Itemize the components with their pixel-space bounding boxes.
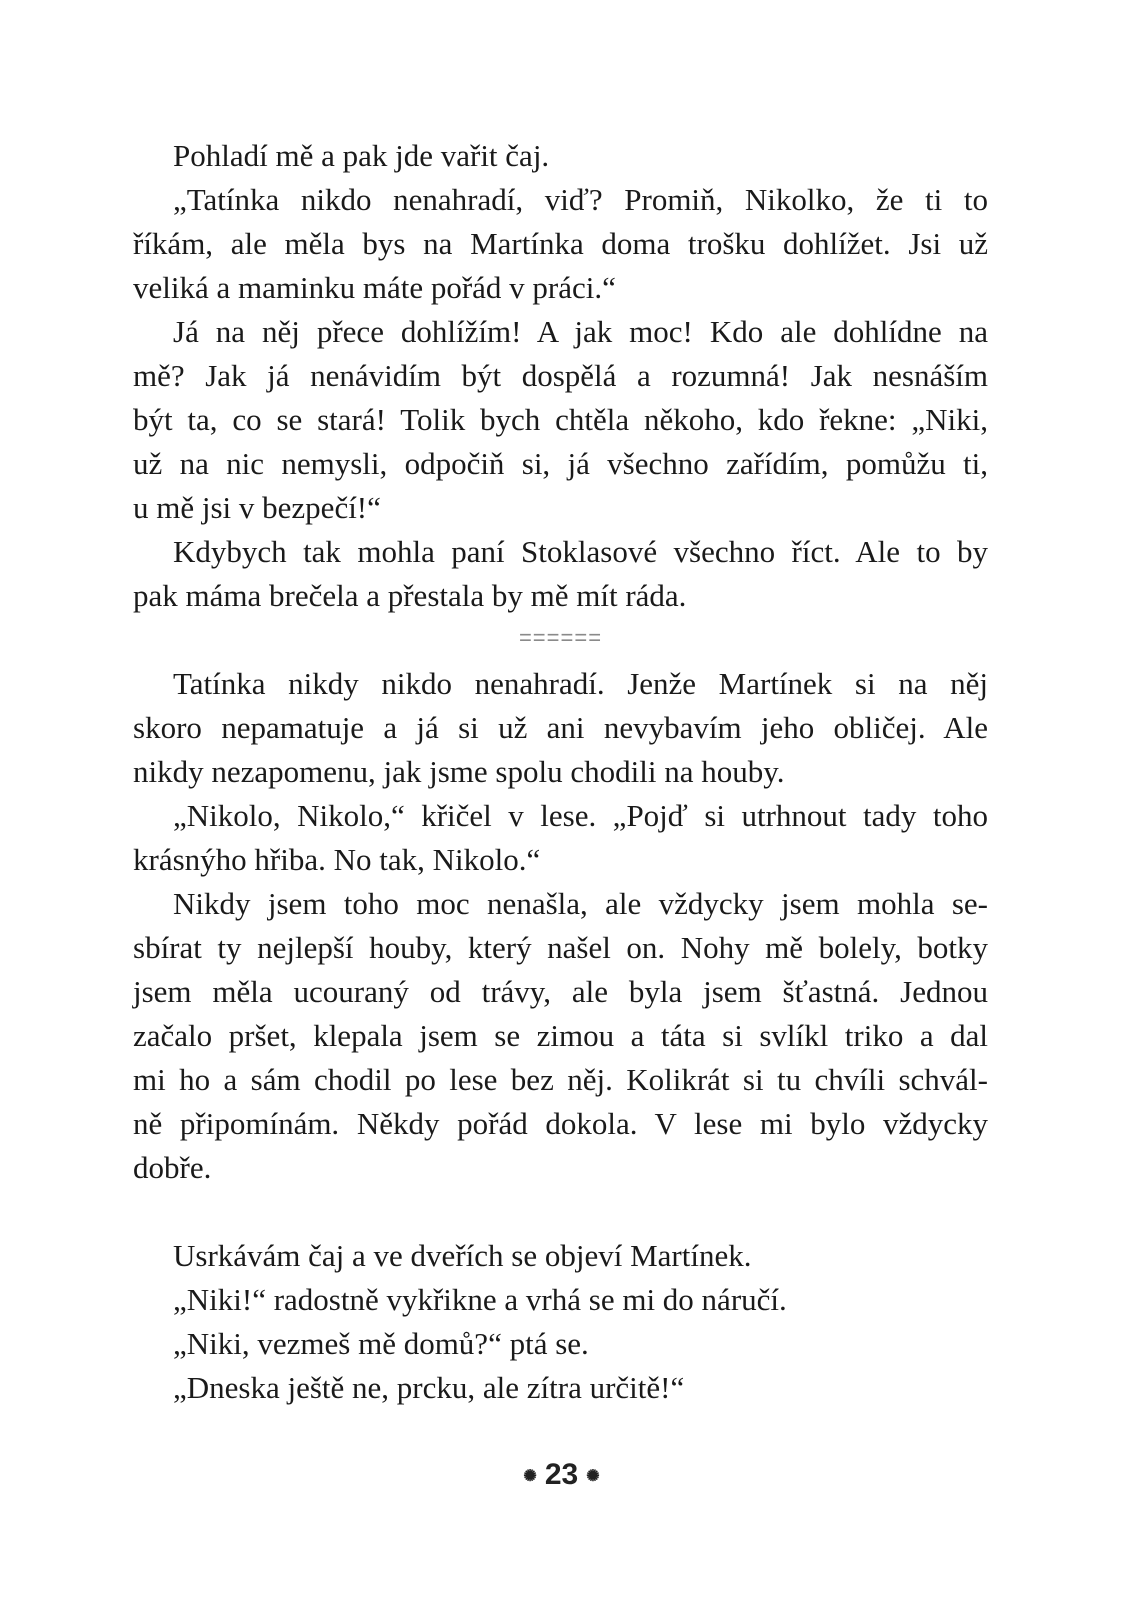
paragraph <box>133 1322 988 1366</box>
paragraph <box>133 882 988 1190</box>
text-line: Já na něj přece dohlížím! A jak moc! Kdo ale dohlídne na <box>173 314 988 349</box>
text-line: „Tatínka nikdo nenahradí, viď? Promiň, Nikolko, že ti to <box>173 182 988 217</box>
text-line: veliká a maminku máte pořád v práci.“ <box>133 270 616 305</box>
paragraph <box>133 178 988 310</box>
text-line: mě? Jak já nenávidím být dospělá a rozumná! Jak nesnáším <box>133 358 988 393</box>
body-text <box>133 134 988 1410</box>
paragraph <box>133 1234 988 1278</box>
text-line: u mě jsi v bezpečí!“ <box>133 490 381 525</box>
text-line: Tatínka nikdy nikdo nenahradí. Jenže Martínek si na něj <box>173 666 988 701</box>
text-line: být ta, co se stará! Tolik bych chtěla někoho, kdo řekne: „Niki, <box>133 402 988 437</box>
text-line: „Niki, vezmeš mě domů?“ ptá se. <box>173 1326 589 1361</box>
page-footer <box>0 1458 1123 1492</box>
paragraph <box>133 1278 988 1322</box>
paragraph <box>133 1366 988 1410</box>
text-line: dobře. <box>133 1150 212 1185</box>
text-line: pak máma brečela a přestala by mě mít ráda. <box>133 578 687 613</box>
text-line: jsem měla ucouraný od trávy, ale byla jsem šťastná. Jednou <box>133 974 988 1009</box>
text-line: ně připomínám. Někdy pořád dokola. V lese mi bylo vždycky <box>133 1106 988 1141</box>
text-line: začalo pršet, klepala jsem se zimou a táta si svlíkl triko a dal <box>133 1018 988 1053</box>
text-line: nikdy nezapomenu, jak jsme spolu chodili na houby. <box>133 754 785 789</box>
text-line: už na nic nemysli, odpočiň si, já všechno zařídím, pomůžu ti, <box>133 446 988 481</box>
ornament-icon: ✺ <box>586 1468 600 1486</box>
paragraph <box>133 134 988 178</box>
text-line: Pohladí mě a pak jde vařit čaj. <box>173 138 550 173</box>
text-line: mi ho a sám chodil po lese bez něj. Kolikrát si tu chvíli schvál- <box>133 1062 988 1097</box>
text-line: říkám, ale měla bys na Martínka doma trošku dohlížet. Jsi už <box>133 226 988 261</box>
ornament-icon: ✺ <box>523 1468 537 1486</box>
text-line: sbírat ty nejlepší houby, který našel on. Nohy mě bolely, botky <box>133 930 988 965</box>
paragraph <box>133 794 988 882</box>
text-line: Nikdy jsem toho moc nenašla, ale vždycky jsem mohla se- <box>173 886 988 921</box>
text-line: „Niki!“ radostně vykřikne a vrhá se mi do náručí. <box>173 1282 787 1317</box>
paragraph <box>133 310 988 530</box>
section-gap <box>133 1190 988 1234</box>
text-line: „Dneska ještě ne, prcku, ale zítra určitě!“ <box>173 1370 685 1405</box>
paragraph <box>133 530 988 618</box>
text-line: skoro nepamatuje a já si už ani nevybavím jeho obličej. Ale <box>133 710 988 745</box>
text-line: Usrkávám čaj a ve dveřích se objeví Martínek. <box>173 1238 752 1273</box>
section-separator: ====== <box>518 625 603 650</box>
text-line: „Nikolo, Nikolo,“ křičel v lese. „Pojď si utrhnout tady toho <box>173 798 988 833</box>
text-line: krásnýho hřiba. No tak, Nikolo.“ <box>133 842 541 877</box>
paragraph <box>133 662 988 794</box>
text-line: Kdybych tak mohla paní Stoklasové všechno říct. Ale to by <box>173 534 988 569</box>
page-number: 23 <box>544 1458 579 1491</box>
